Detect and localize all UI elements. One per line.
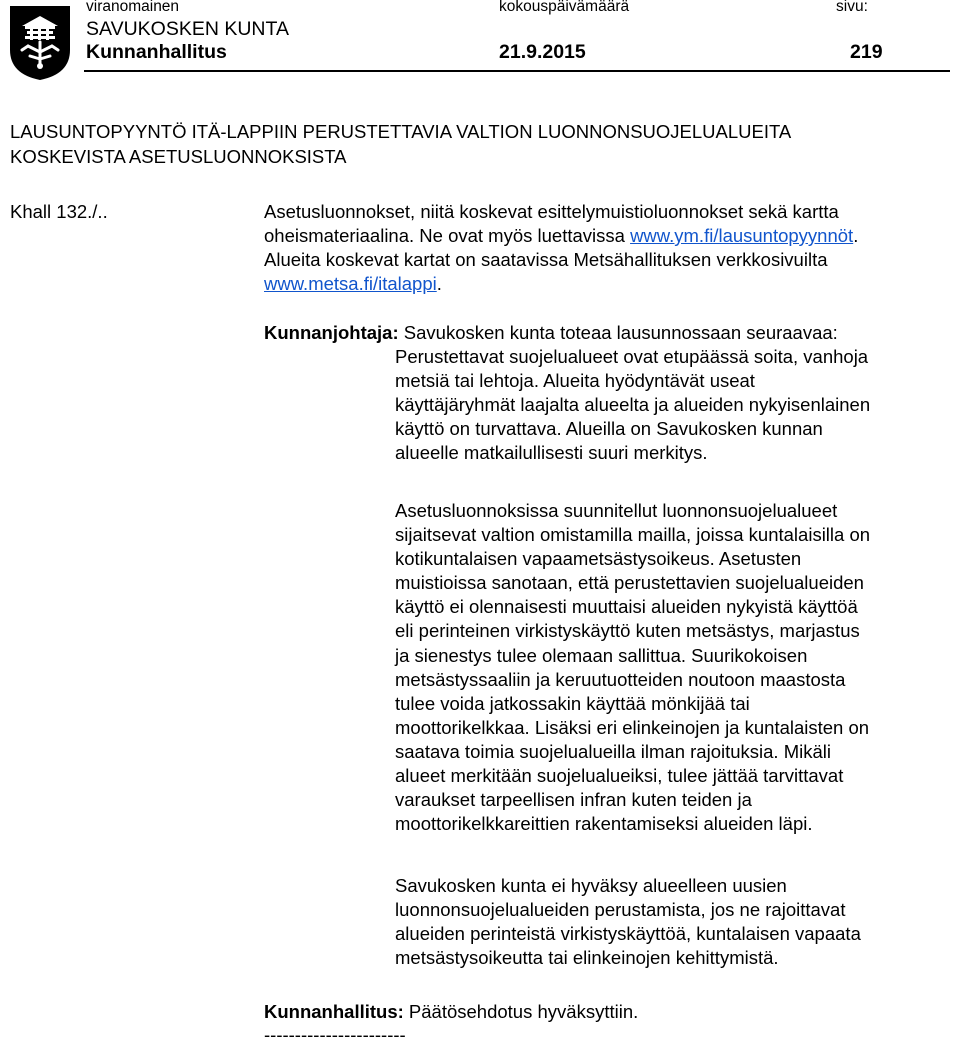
manager-intro-text: Savukosken kunta toteaa lausunnossaan seuraavaa: bbox=[398, 322, 838, 343]
manager-paragraph-3 bbox=[395, 874, 861, 970]
manager-paragraph-1 bbox=[395, 345, 870, 465]
header-col-label-page: sivu: bbox=[836, 0, 868, 15]
intro-punctuation: . bbox=[436, 273, 442, 295]
paragraph-line: alueet merkitään suojelualueiksi, tulee jättää tarvittavat bbox=[395, 765, 844, 787]
title-line-2: KOSKEVISTA ASETUSLUONNOKSISTA bbox=[10, 146, 347, 167]
paragraph-line: varaukset tarpeellisen infran kuten teiden ja bbox=[395, 789, 752, 811]
header-col-label-date: kokouspäivämäärä bbox=[499, 0, 630, 15]
intro-line bbox=[264, 224, 858, 248]
board-decision bbox=[264, 1000, 638, 1024]
paragraph-line: saatava toimia suojelualueilla ilman rajoituksia. Mikäli bbox=[395, 740, 831, 762]
board-decision-text: Päätösehdotus hyväksyttiin. bbox=[403, 1001, 639, 1022]
paragraph-line: Perustettavat suojelualueet ovat etupäässä soita, vanhoja bbox=[395, 346, 869, 367]
manager-paragraph-2 bbox=[395, 499, 870, 836]
section-reference: Khall 132./.. bbox=[10, 201, 108, 222]
paragraph-line: muistioissa sanotaan, että perustettavien suojelualueiden bbox=[395, 572, 864, 594]
intro-paragraph bbox=[264, 200, 858, 296]
intro-line bbox=[264, 272, 858, 296]
manager-label: Kunnanjohtaja: bbox=[264, 322, 399, 343]
header-page-number: 219 bbox=[850, 41, 883, 63]
paragraph-line: käyttö ei olennaisesti muuttaisi alueiden nykyistä käyttöä bbox=[395, 596, 858, 618]
municipality-name: SAVUKOSKEN KUNTA bbox=[86, 18, 289, 40]
paragraph-line: kotikuntalaisen vapaametsästysoikeus. Asetusten bbox=[395, 548, 802, 570]
paragraph-line: käyttö on turvattava. Alueilla on Savukosken kunnan bbox=[395, 418, 823, 440]
paragraph-line: käyttäjäryhmät laajalta alueelta ja alueiden nykyisenlainen bbox=[395, 394, 871, 416]
manager-first-line bbox=[264, 321, 838, 345]
coat-of-arms-icon bbox=[8, 4, 72, 82]
intro-punctuation: . bbox=[853, 225, 859, 247]
paragraph-line: sijaitsevat valtion omistamilla mailla, joissa kuntalaisilla on bbox=[395, 524, 871, 546]
intro-line: Alueita koskevat kartat on saatavissa Metsähallituksen verkkosivuilta bbox=[264, 249, 828, 271]
paragraph-line: moottorikelkkareittien rakentamiseksi alueiden läpi. bbox=[395, 813, 813, 835]
intro-line: Asetusluonnokset, niitä koskevat esittelymuistioluonnokset sekä kartta bbox=[264, 201, 839, 222]
header-col-label-authority: viranomainen bbox=[86, 0, 180, 15]
separator-line: ----------------------- bbox=[264, 1024, 406, 1045]
board-label: Kunnanhallitus: bbox=[264, 1001, 404, 1022]
header-body-name: Kunnanhallitus bbox=[86, 41, 227, 63]
document-title bbox=[10, 119, 950, 169]
paragraph-line: Savukosken kunta ei hyväksy alueelleen uusien bbox=[395, 875, 787, 896]
paragraph-line: luonnonsuojelualueiden perustamista, jos ne rajoittavat bbox=[395, 899, 846, 921]
intro-text: oheismateriaalina. Ne ovat myös luettavissa bbox=[264, 225, 631, 247]
paragraph-line: metsästyssaaliin ja keruutuotteiden noutoon maastosta bbox=[395, 668, 846, 690]
header-meeting-date: 21.9.2015 bbox=[499, 41, 586, 63]
paragraph-line: metsiä tai lehtoja. Alueita hyödyntävät useat bbox=[395, 370, 755, 392]
paragraph-line: metsästysoikeutta tai elinkeinojen kehittymistä. bbox=[395, 947, 779, 969]
paragraph-line: tulee voida jatkossakin käyttää mönkijää tai bbox=[395, 692, 750, 714]
metsa-link[interactable]: www.metsa.fi/italappi bbox=[264, 273, 437, 295]
paragraph-line: alueiden perinteistä virkistyskäyttöä, kuntalaisen vapaata bbox=[395, 923, 861, 945]
paragraph-line: alueelle matkailullisesti suuri merkitys. bbox=[395, 442, 708, 464]
paragraph-line: eli perinteinen virkistyskäyttö kuten metsästys, marjastus bbox=[395, 620, 860, 642]
paragraph-line: moottorikelkkaa. Lisäksi eri elinkeinojen ja kuntalaisten on bbox=[395, 716, 870, 738]
header-rule bbox=[84, 70, 950, 72]
title-line-1: LAUSUNTOPYYNTÖ ITÄ-LAPPIIN PERUSTETTAVIA VALTION LUONNONSUOJELUALUEITA bbox=[10, 121, 792, 142]
paragraph-line: Asetusluonnoksissa suunnitellut luonnonsuojelualueet bbox=[395, 500, 838, 521]
ym-link[interactable]: www.ym.fi/lausuntopyynnöt bbox=[630, 225, 854, 247]
paragraph-line: ja sienestys tulee olemaan sallittua. Suurikokoisen bbox=[395, 644, 808, 666]
